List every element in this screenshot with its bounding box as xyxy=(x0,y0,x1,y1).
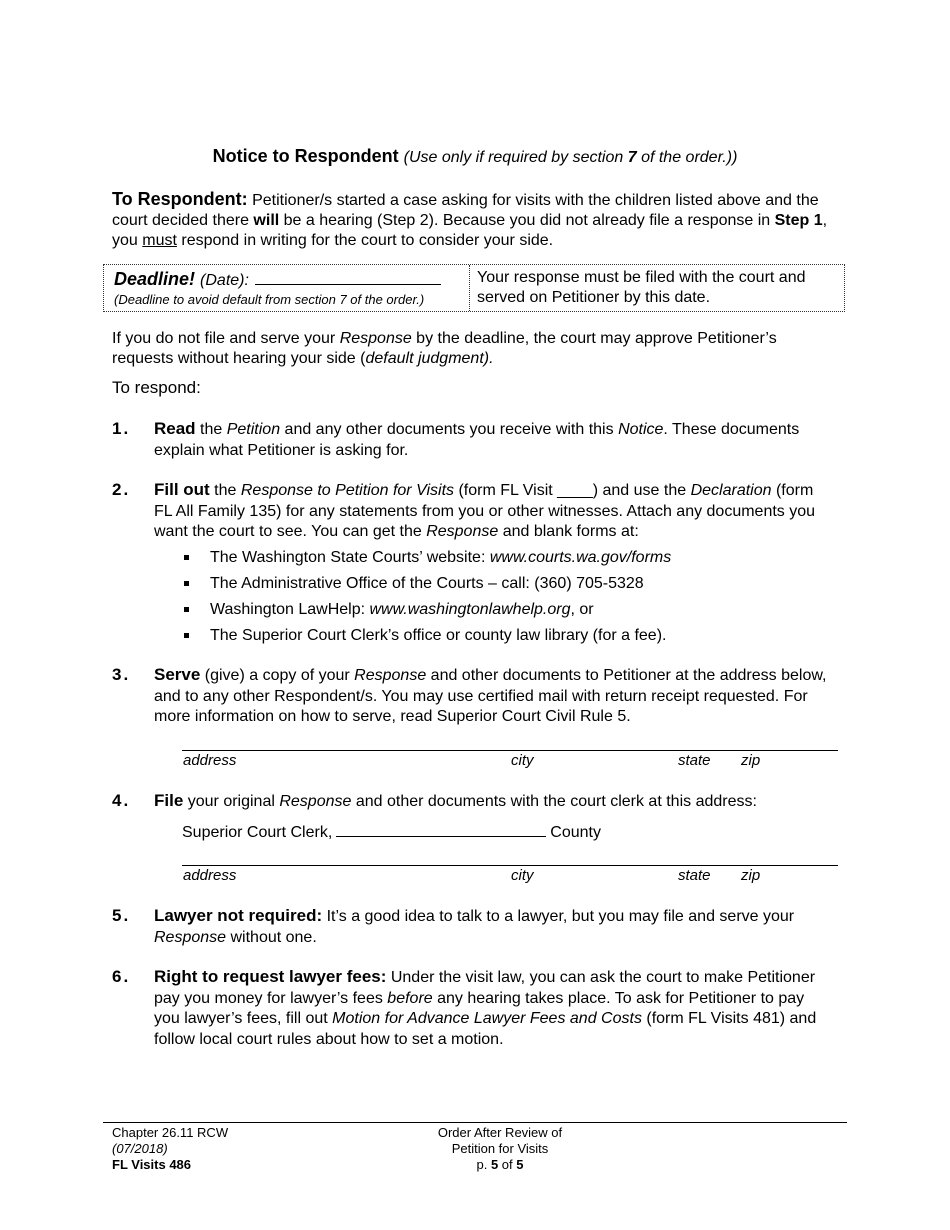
step-4: File your original Response and other documents with the court clerk at this address: xyxy=(154,791,757,810)
footer-divider xyxy=(103,1122,847,1123)
deadline-cell xyxy=(104,265,470,311)
resource-list xyxy=(184,548,824,652)
deadline-box xyxy=(103,264,845,312)
city-label: city xyxy=(511,867,534,884)
step-number: 5. xyxy=(112,906,131,925)
intro-lead: To Respondent: xyxy=(112,189,248,209)
state-label: state xyxy=(678,867,711,884)
address-label: address xyxy=(183,867,237,884)
list-item: The Administrative Office of the Courts – call: (360) 705-5328 xyxy=(184,574,824,600)
petitioner-address-line[interactable] xyxy=(182,750,838,751)
title-note: (Use only if required by section 7 of the order.)) xyxy=(403,149,738,166)
step-number: 4. xyxy=(112,791,131,810)
intro-paragraph: To Respondent: Petitioner/s started a case asking for visits with the children listed above and the court decided there will be a hearing (Step 2). Because you did not already file a response in Step 1, you must respond in writing for the court to consider your side. xyxy=(112,189,828,249)
zip-label: zip xyxy=(741,867,761,884)
deadline-note: Your response must be filed with the court and served on Petitioner by this date. xyxy=(477,269,806,306)
deadline-subtext: (Deadline to avoid default from section 7 of the order.) xyxy=(114,292,425,307)
deadline-date-label: (Date): xyxy=(200,272,249,289)
step-2: Fill out the Response to Petition for Visits (form FL Visit ____) and use the Declaration (form FL All Family 135) for any statements from you or other witnesses. Attach any documents you want the court to see. You can get the Response and blank forms at: xyxy=(154,480,816,540)
step-5: Lawyer not required: It’s a good idea to talk to a lawyer, but you may file and serve your Response without one. xyxy=(154,906,795,946)
step-number: 1. xyxy=(112,419,131,438)
step-number: 6. xyxy=(112,967,131,986)
step-number: 2. xyxy=(112,480,131,499)
list-item: The Superior Court Clerk’s office or county law library (for a fee). xyxy=(184,626,824,652)
step-6: Right to request lawyer fees: Under the visit law, you can ask the court to make Petitioner pay you money for lawyer’s fees before any hearing takes place. To ask for Petitioner to pay you lawyer’s fees, fill out Motion for Advance Lawyer Fees and Costs (form FL Visits 481) and follow local court rules about how to set a motion. xyxy=(154,967,817,1048)
county-field[interactable] xyxy=(336,822,546,837)
deadline-date-field[interactable] xyxy=(255,270,441,285)
clerk-county-line: Superior Court Clerk, County xyxy=(182,824,601,841)
title-main: Notice to Respondent xyxy=(212,146,399,166)
default-paragraph: If you do not file and serve your Response by the deadline, the court may approve Petitioner’s requests without hearing your side (default judgment). xyxy=(112,330,777,367)
clerk-address-line[interactable] xyxy=(182,865,838,866)
footer-center: Order After Review of Petition for Visits p. 5 of 5 xyxy=(380,1125,620,1173)
state-label: state xyxy=(678,752,711,769)
footer-left: Chapter 26.11 RCW (07/2018) FL Visits 486 xyxy=(112,1125,229,1172)
page-number: p. 5 of 5 xyxy=(476,1157,524,1172)
city-label: city xyxy=(511,752,534,769)
lawhelp-link[interactable]: www.washingtonlawhelp.org xyxy=(369,601,571,618)
courts-website-link[interactable]: www.courts.wa.gov/forms xyxy=(489,549,672,566)
list-item: The Washington State Courts’ website: www.courts.wa.gov/forms xyxy=(184,548,824,574)
page-title xyxy=(0,146,950,167)
zip-label: zip xyxy=(741,752,761,769)
step-number: 3. xyxy=(112,665,131,684)
address-label: address xyxy=(183,752,237,769)
deadline-label: Deadline! xyxy=(114,269,196,289)
to-respond-label: To respond: xyxy=(112,378,201,397)
form-number: FL Visits 486 xyxy=(112,1157,192,1172)
step-1: Read the Petition and any other documents you receive with this Notice. These documents explain what Petitioner is asking for. xyxy=(154,419,800,459)
list-item: Washington LawHelp: www.washingtonlawhelp.org, or xyxy=(184,600,824,626)
step-3: Serve (give) a copy of your Response and other documents to Petitioner at the address below, and to any other Respondent/s. You may use certified mail with return receipt requested. For more information on how to serve, read Superior Court Civil Rule 5. xyxy=(154,665,827,725)
